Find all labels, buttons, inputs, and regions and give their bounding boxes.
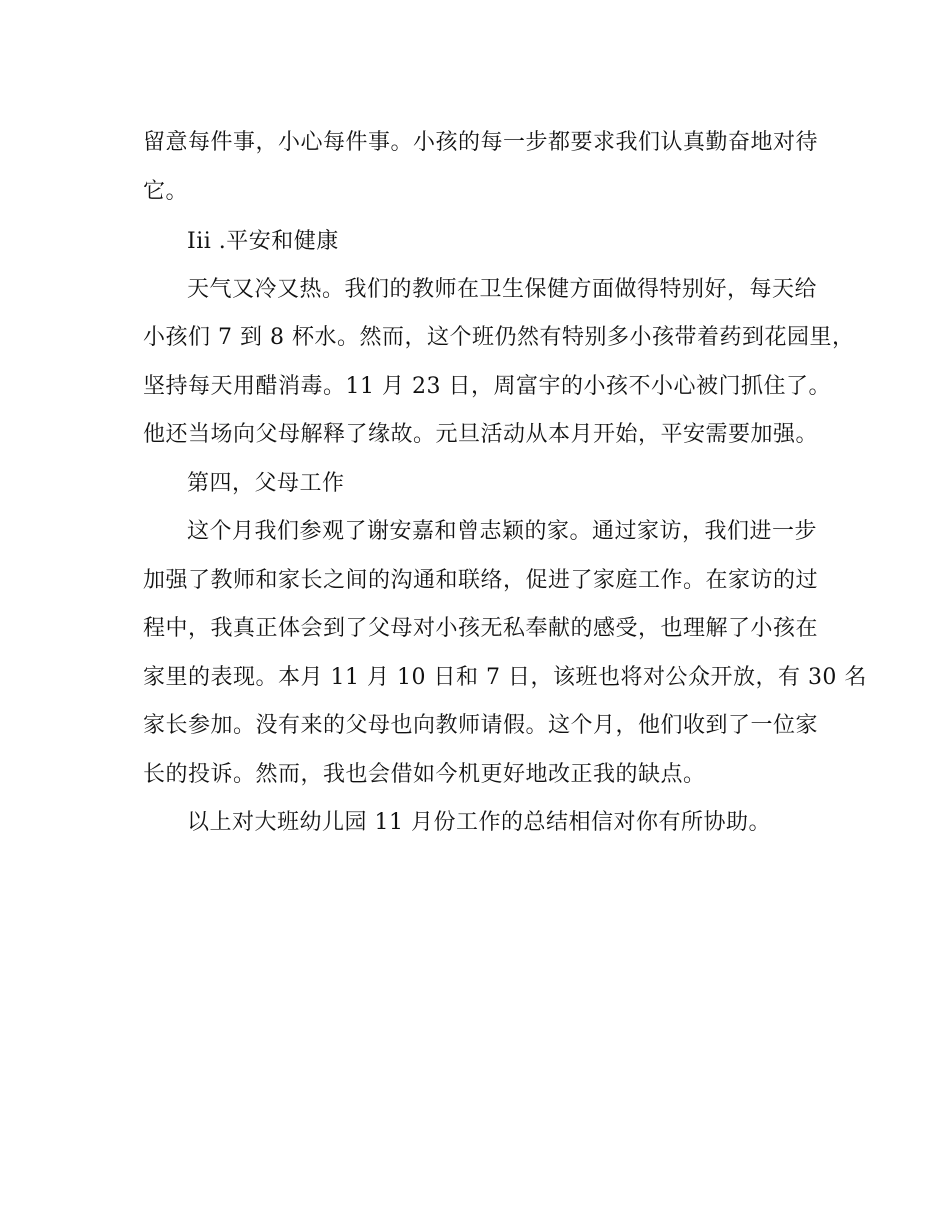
text-line: 它。 xyxy=(143,179,189,204)
section-heading: 第四，父母工作 xyxy=(187,471,345,496)
text-line: 坚持每天用醋消毒。11 月 23 日，周富宇的小孩不小心被门抓住了。 xyxy=(143,374,831,399)
closing-line: 以上对大班幼儿园 11 月份工作的总结相信对你有所协助。 xyxy=(187,810,771,835)
text-line: 家长参加。没有来的父母也向教师请假。这个月，他们收到了一位家 xyxy=(143,713,819,738)
text-line: 他还当场向父母解释了缘故。元旦活动从本月开始，平安需要加强。 xyxy=(143,422,819,447)
text-line: 这个月我们参观了谢安嘉和曾志颖的家。通过家访，我们进一步 xyxy=(187,519,818,544)
section-heading: Iii .平安和健康 xyxy=(187,229,339,254)
text-line: 长的投诉。然而，我也会借如今机更好地改正我的缺点。 xyxy=(143,762,706,787)
text-line: 留意每件事，小心每件事。小孩的每一步都要求我们认真勤奋地对待 xyxy=(143,130,819,155)
text-line: 加强了教师和家长之间的沟通和联络，促进了家庭工作。在家访的过 xyxy=(143,568,819,593)
text-line: 家里的表现。本月 11 月 10 日和 7 日，该班也将对公众开放，有 30 名 xyxy=(143,665,867,690)
text-line: 天气又冷又热。我们的教师在卫生保健方面做得特别好，每天给 xyxy=(187,277,818,302)
text-line: 小孩们 7 到 8 杯水。然而，这个班仍然有特别多小孩带着药到花园里， xyxy=(143,325,855,350)
text-line: 程中，我真正体会到了父母对小孩无私奉献的感受，也理解了小孩在 xyxy=(143,616,819,641)
